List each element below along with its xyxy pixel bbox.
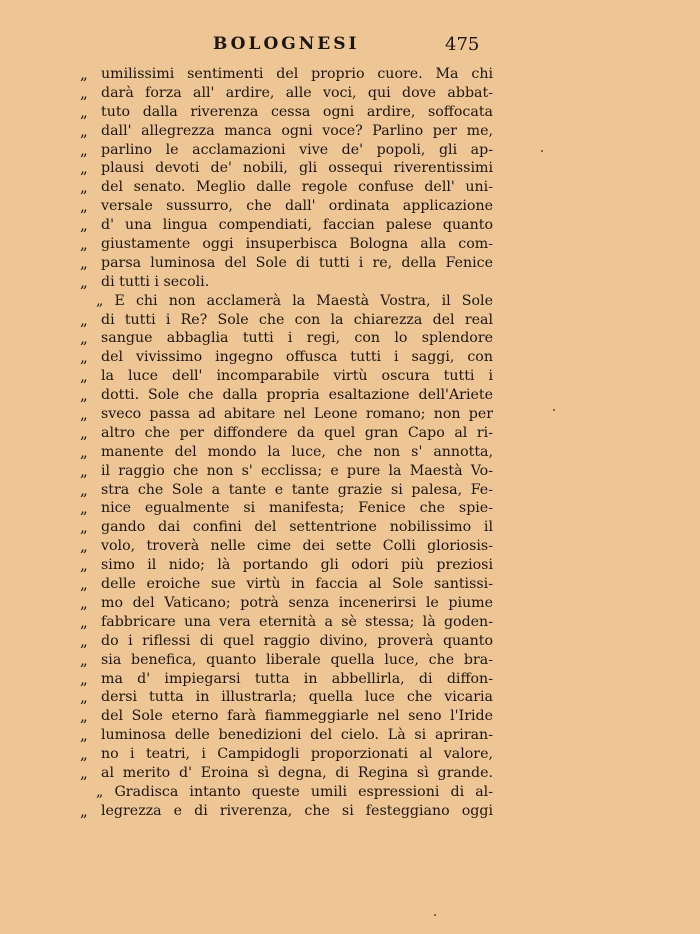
text-line xyxy=(0,442,700,461)
text-line xyxy=(0,253,700,272)
quotation-mark: „ xyxy=(80,763,88,782)
quotation-mark: „ xyxy=(80,745,88,764)
line-text: del senato. Meglio dalle regole confuse dell' uni- xyxy=(101,179,493,196)
line-text: fabbricare una vera eternità a sè stessa; là goden- xyxy=(101,613,493,630)
quotation-mark: „ xyxy=(80,367,88,386)
text-line xyxy=(0,234,700,253)
text-line xyxy=(0,366,700,385)
text-line xyxy=(0,612,700,631)
quotation-mark: „ xyxy=(80,197,88,216)
line-text: altro che per diffondere da quel gran Capo al ri- xyxy=(101,424,493,441)
quotation-mark: „ xyxy=(80,499,88,518)
line-text: gando dai confini del settentrione nobilissimo il xyxy=(101,519,493,536)
quotation-mark: „ xyxy=(80,386,88,405)
text-line xyxy=(0,102,700,121)
line-text: no i teatri, i Campidogli proporzionati al valore, xyxy=(101,746,493,763)
line-text: al merito d' Eroina sì degna, di Regina sì grande. xyxy=(101,764,493,781)
line-text: umilissimi sentimenti del proprio cuore. Ma chi xyxy=(101,66,493,82)
quotation-mark: „ xyxy=(80,83,88,102)
quotation-mark: „ xyxy=(80,801,88,820)
text-line xyxy=(0,328,700,347)
line-text: luminosa delle benedizioni del cielo. Là si apriran- xyxy=(101,727,493,744)
line-text: ma d' impiegarsi tutta in abbellirla, di diffon- xyxy=(101,670,493,687)
line-text: dall' allegrezza manca ogni voce? Parlino per me, xyxy=(101,122,493,139)
text-line xyxy=(0,574,700,593)
page-number: 475 xyxy=(445,34,480,55)
line-text: „ E chi non acclamerà la Maestà Vostra, il Sole xyxy=(96,292,493,309)
quotation-mark: „ xyxy=(80,235,88,254)
text-line xyxy=(0,669,700,688)
paper-speck xyxy=(541,150,543,152)
text-line xyxy=(0,461,700,480)
quotation-mark: „ xyxy=(80,253,88,272)
text-line xyxy=(0,64,700,83)
paper-speck xyxy=(553,409,555,411)
quotation-mark: „ xyxy=(80,556,88,575)
line-text: parlino le acclamazioni vive de' popoli, gli ap- xyxy=(101,141,493,158)
quotation-mark: „ xyxy=(80,423,88,442)
paper-speck xyxy=(434,914,436,916)
line-text: manente del mondo la luce, che non s' annotta, xyxy=(101,443,493,460)
text-line xyxy=(0,158,700,177)
text-line xyxy=(0,291,700,310)
quotation-mark: „ xyxy=(80,537,88,556)
quotation-mark: „ xyxy=(80,405,88,424)
text-line xyxy=(0,650,700,669)
quotation-mark: „ xyxy=(80,102,88,121)
quotation-mark: „ xyxy=(80,707,88,726)
line-text: versale sussurro, che dall' ordinata applicazione xyxy=(101,198,493,215)
text-line xyxy=(0,177,700,196)
text-line xyxy=(0,83,700,102)
line-text: di tutti i Re? Sole che con la chiarezza del real xyxy=(101,311,493,328)
text-line xyxy=(0,310,700,329)
line-text: di tutti i secoli. xyxy=(101,273,210,290)
text-line xyxy=(0,480,700,499)
quotation-mark: „ xyxy=(80,593,88,612)
line-text: giustamente oggi insuperbisca Bologna alla com- xyxy=(101,236,493,253)
quotation-mark: „ xyxy=(80,216,88,235)
quotation-mark: „ xyxy=(80,650,88,669)
quotation-mark: „ xyxy=(80,121,88,140)
quotation-mark: „ xyxy=(80,159,88,178)
text-line xyxy=(0,706,700,725)
running-head: BOLOGNESI xyxy=(213,34,360,54)
line-text: „ Gradisca intanto queste umili espressioni di al- xyxy=(96,783,493,800)
line-text: dersi tutta in illustrarla; quella luce che vicaria xyxy=(101,689,493,706)
line-text: del Sole eterno farà fiammeggiarle nel seno l'Iride xyxy=(101,708,493,725)
text-line xyxy=(0,196,700,215)
body-text xyxy=(0,64,700,820)
text-line xyxy=(0,121,700,140)
quotation-mark: „ xyxy=(80,272,88,291)
quotation-mark: „ xyxy=(80,140,88,159)
line-text: mo del Vaticano; potrà senza incenerirsi le piume xyxy=(101,594,493,611)
text-line xyxy=(0,536,700,555)
text-line xyxy=(0,423,700,442)
text-line xyxy=(0,498,700,517)
line-text: d' una lingua compendiati, faccian palese quanto xyxy=(101,217,493,234)
quotation-mark: „ xyxy=(80,480,88,499)
text-line xyxy=(0,801,700,820)
line-text: nice egualmente si manifesta; Fenice che spie- xyxy=(101,500,493,517)
line-text: il raggio che non s' ecclissa; e pure la Maestà Vo- xyxy=(101,462,493,479)
quotation-mark: „ xyxy=(80,631,88,650)
quotation-mark: „ xyxy=(80,461,88,480)
text-line xyxy=(0,404,700,423)
line-text: legrezza e di riverenza, che si festeggiano oggi xyxy=(101,802,493,819)
text-line xyxy=(0,272,700,291)
quotation-mark: „ xyxy=(80,688,88,707)
text-line xyxy=(0,725,700,744)
text-line xyxy=(0,215,700,234)
line-text: la luce dell' incomparabile virtù oscura tutti i xyxy=(101,368,493,385)
text-line xyxy=(0,744,700,763)
text-line xyxy=(0,631,700,650)
line-text: simo il nido; là portando gli odori più preziosi xyxy=(101,557,493,574)
quotation-mark: „ xyxy=(80,329,88,348)
quotation-mark: „ xyxy=(80,442,88,461)
line-text: volo, troverà nelle cime dei sette Colli gloriosis- xyxy=(101,538,493,555)
quotation-mark: „ xyxy=(80,178,88,197)
line-text: parsa luminosa del Sole di tutti i re, della Fenice xyxy=(101,254,493,271)
line-text: tuto dalla riverenza cessa ogni ardire, soffocata xyxy=(101,103,493,120)
text-line xyxy=(0,593,700,612)
quotation-mark: „ xyxy=(80,348,88,367)
text-line xyxy=(0,140,700,159)
page-header xyxy=(0,30,700,60)
quotation-mark: „ xyxy=(80,575,88,594)
line-text: sia benefica, quanto liberale quella luce, che bra- xyxy=(101,651,493,668)
text-line xyxy=(0,385,700,404)
line-text: plausi devoti de' nobili, gli ossequi riverentissimi xyxy=(101,160,493,177)
quotation-mark: „ xyxy=(80,726,88,745)
text-line xyxy=(0,687,700,706)
quotation-mark: „ xyxy=(80,612,88,631)
line-text: darà forza all' ardire, alle voci, qui dove abbat- xyxy=(101,84,493,101)
line-text: delle eroiche sue virtù in faccia al Sole santissi- xyxy=(101,576,493,593)
line-text: sveco passa ad abitare nel Leone romano; non per xyxy=(101,406,493,423)
text-line xyxy=(0,782,700,801)
quotation-mark: „ xyxy=(80,669,88,688)
quotation-mark: „ xyxy=(80,310,88,329)
text-line xyxy=(0,763,700,782)
line-text: del vivissimo ingegno offusca tutti i saggi, con xyxy=(101,349,493,366)
line-text: stra che Sole a tante e tante grazie si palesa, Fe- xyxy=(101,481,493,498)
quotation-mark: „ xyxy=(80,518,88,537)
text-line xyxy=(0,555,700,574)
quotation-mark: „ xyxy=(80,65,88,83)
line-text: do i riflessi di quel raggio divino, proverà quanto xyxy=(101,632,493,649)
line-text: dotti. Sole che dalla propria esaltazione dell'Ariete xyxy=(101,387,493,404)
text-line xyxy=(0,347,700,366)
line-text: sangue abbaglia tutti i regi, con lo splendore xyxy=(101,330,493,347)
text-line xyxy=(0,517,700,536)
